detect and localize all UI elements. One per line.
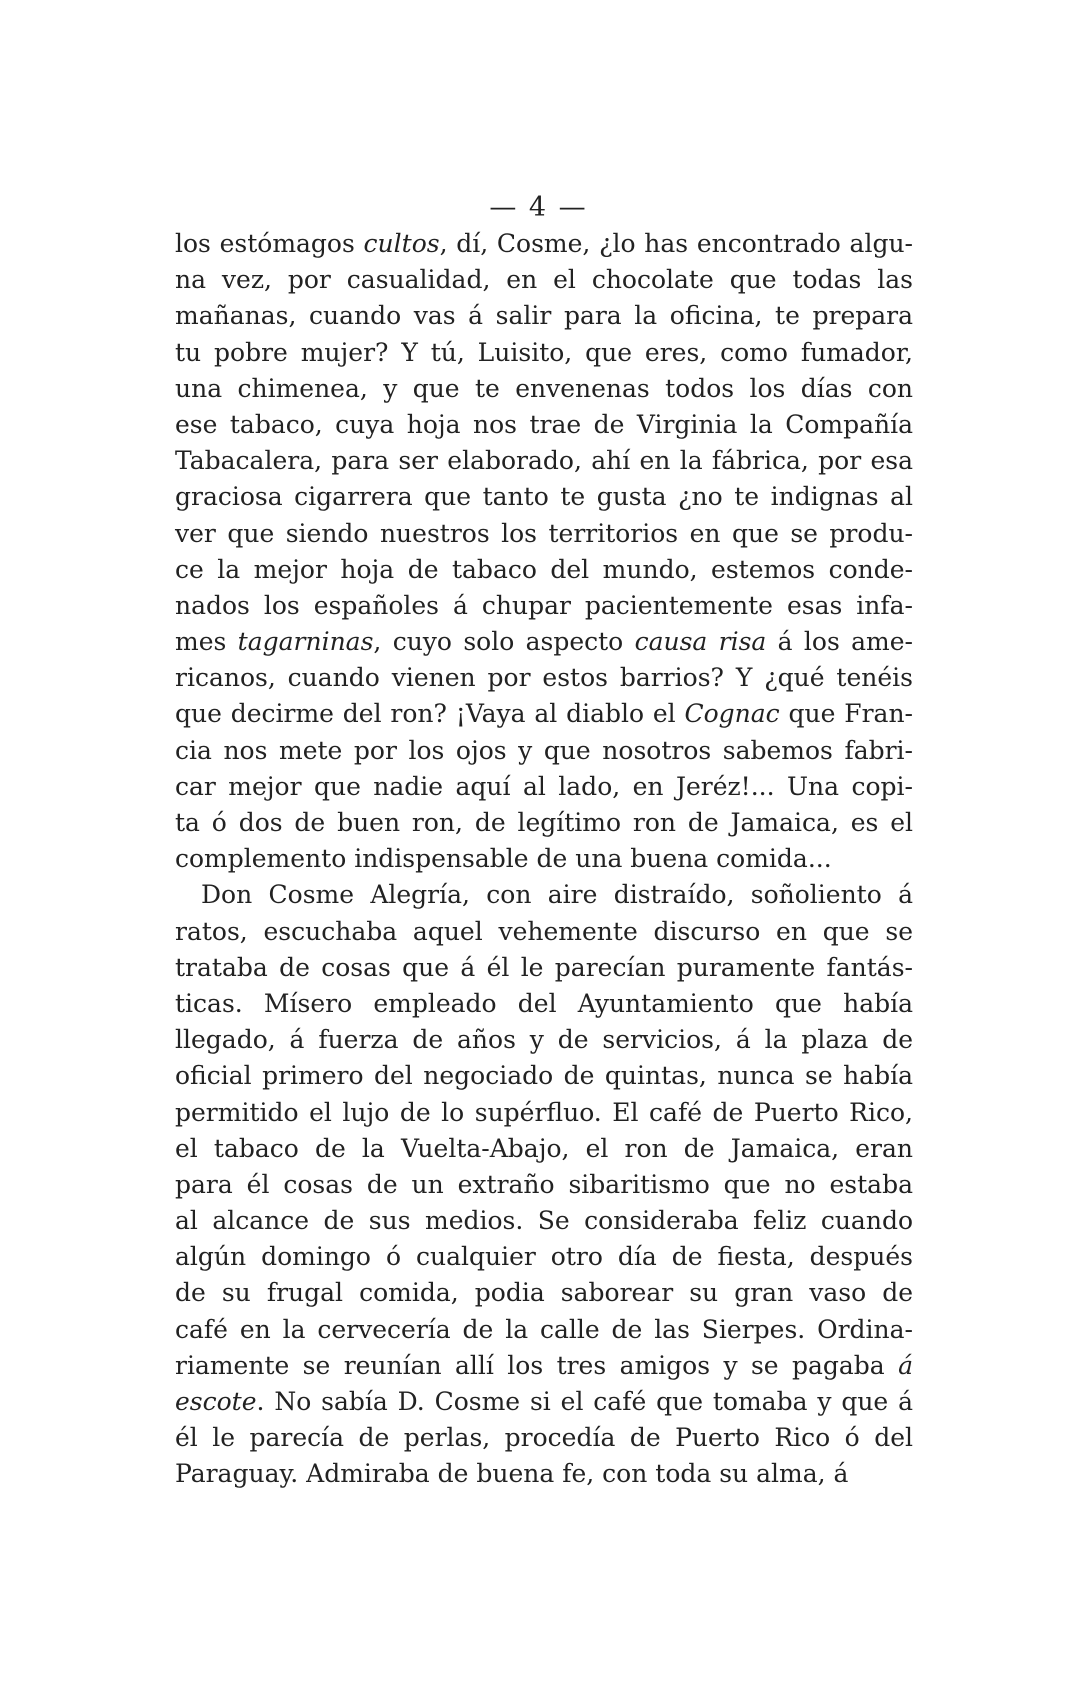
text-run: ratos, escuchaba aquel vehemente discurso en que se	[175, 916, 913, 946]
text-run: una chimenea, y que te envenenas todos los días con	[175, 373, 913, 403]
text-run: cia nos mete por los ojos y que nosotros sabemos fabri-	[175, 735, 913, 765]
text-run: ta ó dos de buen ron, de legítimo ron de Jamaica, es el	[175, 808, 913, 837]
text-line	[175, 1131, 913, 1167]
text-run: él le parecía de perlas, procedía de Puerto Rico ó del	[175, 1423, 913, 1453]
text-run: llegado, á fuerza de años y de servicios, á la plaza de	[175, 1025, 913, 1055]
text-run: Tabacalera, para ser elaborado, ahí en la fábrica, por esa	[175, 446, 913, 476]
text-line	[175, 696, 913, 732]
text-run: ricanos, cuando vienen por estos barrios? Y ¿qué tenéis	[175, 663, 913, 693]
text-run: ticas. Mísero empleado del Ayuntamiento que había	[175, 988, 913, 1018]
page-number: — 4 —	[489, 192, 588, 223]
text-line	[175, 1384, 913, 1420]
text-run: que decirme del ron? ¡Vaya al diablo el	[175, 699, 685, 729]
text-run: á los ame-	[766, 627, 913, 657]
italic-run: causa risa	[634, 627, 767, 657]
text-line	[175, 1095, 913, 1131]
text-run: los estómagos	[175, 229, 364, 258]
text-line	[175, 262, 913, 298]
text-line	[175, 733, 913, 769]
text-line	[175, 986, 913, 1022]
text-line	[175, 371, 913, 407]
text-line	[175, 1348, 913, 1384]
text-line	[175, 841, 913, 877]
text-run: ce la mejor hoja de tabaco del mundo, estemos conde-	[175, 554, 913, 584]
text-line	[175, 805, 913, 841]
text-run: Paraguay. Admiraba de buena fe, con toda su alma, á	[175, 1459, 849, 1489]
text-run: permitido el lujo de lo supérfluo. El café de Puerto Rico,	[175, 1097, 913, 1127]
text-line	[175, 1275, 913, 1311]
text-line	[175, 226, 913, 262]
text-run: na vez, por casualidad, en el chocolate que todas las	[175, 265, 913, 295]
text-run: al alcance de sus medios. Se consideraba feliz cuando	[175, 1206, 913, 1236]
text-run: car mejor que nadie aquí al lado, en Jeréz!... Una copi-	[175, 771, 913, 801]
text-run: tu pobre mujer? Y tú, Luisito, que eres, como fumador,	[175, 337, 913, 367]
text-run: Don Cosme Alegría, con aire distraído, soñoliento á	[201, 880, 913, 910]
text-line	[175, 660, 913, 696]
text-line	[175, 479, 913, 515]
text-line	[175, 1312, 913, 1348]
italic-run: tagarninas	[237, 627, 374, 657]
text-run: nados los españoles á chupar pacientemente esas infa-	[175, 590, 913, 620]
text-line	[175, 1203, 913, 1239]
text-run: ver que siendo nuestros los territorios en que se produ-	[175, 518, 913, 548]
text-run: , dí, Cosme, ¿lo has encontrado algu-	[439, 229, 913, 258]
text-run: mes	[175, 627, 238, 657]
text-run: para él cosas de un extraño sibaritismo que no estaba	[175, 1169, 913, 1199]
italic-run: Cognac	[684, 699, 780, 729]
text-run: que Fran-	[779, 699, 913, 729]
text-run: complemento indispensable de una buena comida...	[175, 844, 832, 874]
text-run: , cuyo solo aspecto	[373, 627, 635, 657]
text-run: ese tabaco, cuya hoja nos trae de Virginia la Compañía	[175, 409, 913, 439]
text-line	[175, 1167, 913, 1203]
italic-run: escote	[175, 1387, 257, 1416]
text-run: algún domingo ó cualquier otro día de fiesta, después	[175, 1242, 913, 1272]
text-line	[175, 552, 913, 588]
italic-run: cultos	[363, 229, 440, 258]
text-run: mañanas, cuando vas á salir para la oficina, te prepara	[175, 301, 913, 331]
text-line	[175, 624, 913, 660]
text-run: el tabaco de la Vuelta-Abajo, el ron de Jamaica, eran	[175, 1133, 913, 1163]
text-run: graciosa cigarrera que tanto te gusta ¿no te indignas al	[175, 482, 913, 512]
text-line	[175, 877, 913, 913]
text-line	[175, 588, 913, 624]
text-line	[175, 769, 913, 805]
text-run: trataba de cosas que á él le parecían puramente fantás-	[175, 952, 913, 982]
body-text	[175, 226, 913, 1493]
text-line	[175, 1456, 913, 1492]
text-run: riamente se reunían allí los tres amigos y se pagaba	[175, 1350, 899, 1380]
text-line	[175, 950, 913, 986]
text-run: café en la cervecería de la calle de las Sierpes. Ordina-	[175, 1314, 913, 1344]
text-line	[175, 335, 913, 371]
text-line	[175, 443, 913, 479]
text-run: oficial primero del negociado de quintas, nunca se había	[175, 1061, 913, 1091]
text-line	[175, 1022, 913, 1058]
text-line	[175, 914, 913, 950]
text-line	[175, 407, 913, 443]
text-line	[175, 1420, 913, 1456]
italic-run: á	[898, 1350, 913, 1380]
text-line	[175, 1058, 913, 1094]
text-line	[175, 298, 913, 334]
text-run: de su frugal comida, podia saborear su gran vaso de	[175, 1278, 913, 1308]
text-run: . No sabía D. Cosme si el café que tomaba y que á	[256, 1387, 913, 1416]
text-line	[175, 516, 913, 552]
text-line	[175, 1239, 913, 1275]
